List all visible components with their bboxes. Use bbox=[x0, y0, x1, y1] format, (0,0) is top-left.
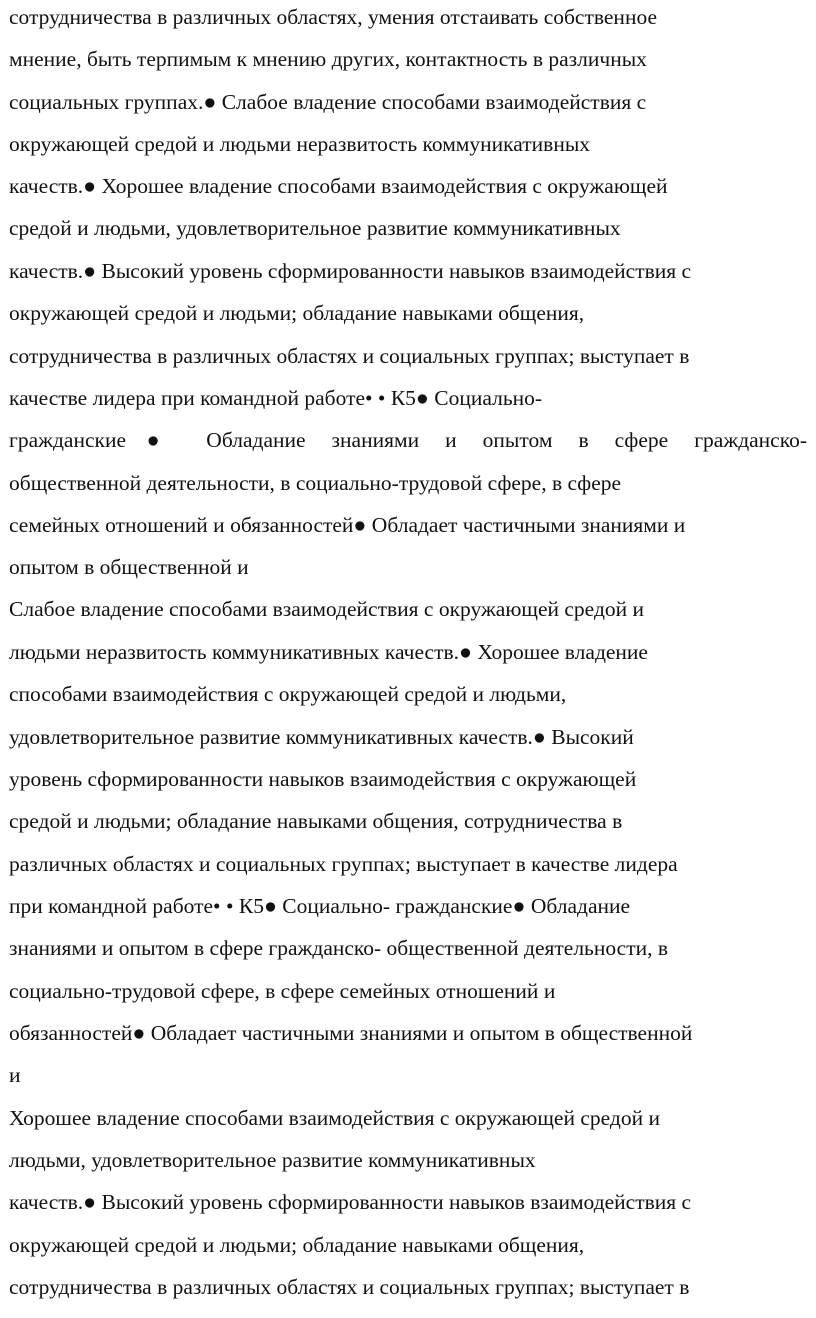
text-line: различных областях и социальных группах; выступает в качестве лидера bbox=[9, 852, 678, 876]
text-line: социально-трудовой сфере, в сфере семейных отношений и bbox=[9, 979, 556, 1003]
text-line: семейных отношений и обязанностей● Обладает частичными знаниями и bbox=[9, 513, 686, 537]
text-line: окружающей средой и людьми неразвитость коммуникативных bbox=[9, 132, 591, 156]
text-line: качеств.● Хорошее владение способами взаимодействия с окружающей bbox=[9, 174, 668, 198]
text-line: сотрудничества в различных областях, умения отстаивать собственное bbox=[9, 5, 658, 29]
text-line: обязанностей● Обладает частичными знаниями и опытом в общественной bbox=[9, 1021, 693, 1045]
text-line: удовлетворительное развитие коммуникативных качеств.● Высокий bbox=[9, 725, 634, 749]
text-line: качеств.● Высокий уровень сформированности навыков взаимодействия с bbox=[9, 259, 692, 283]
text-line: общественной деятельности, в социально-трудовой сфере, в сфере bbox=[9, 471, 622, 495]
text-line: опытом в общественной и bbox=[9, 555, 249, 579]
text-line: Хорошее владение способами взаимодействия с окружающей средой и bbox=[9, 1106, 660, 1130]
text-line: при командной работе• • К5● Социально- гражданские● Обладание bbox=[9, 894, 631, 918]
text-line: средой и людьми; обладание навыками общения, сотрудничества в bbox=[9, 809, 623, 833]
text-line: сотрудничества в различных областях и социальных группах; выступает в bbox=[9, 344, 690, 368]
text-line: способами взаимодействия с окружающей средой и людьми, bbox=[9, 682, 567, 706]
text-line: людьми неразвитость коммуникативных качеств.● Хорошее владение bbox=[9, 640, 648, 664]
text-line: качеств.● Высокий уровень сформированности навыков взаимодействия с bbox=[9, 1190, 692, 1214]
text-line: мнение, быть терпимым к мнению других, контактность в различных bbox=[9, 47, 647, 71]
text-line: Слабое владение способами взаимодействия с окружающей средой и bbox=[9, 597, 645, 621]
text-line: окружающей средой и людьми; обладание навыками общения, bbox=[9, 301, 585, 325]
text-line: знаниями и опытом в сфере гражданско- общественной деятельности, в bbox=[9, 936, 669, 960]
text-line: и bbox=[9, 1063, 21, 1087]
text-line: средой и людьми, удовлетворительное развитие коммуникативных bbox=[9, 216, 621, 240]
text-line: сотрудничества в различных областях и социальных группах; выступает в bbox=[9, 1275, 690, 1299]
text-line: уровень сформированности навыков взаимодействия с окружающей bbox=[9, 767, 637, 791]
text-line: качестве лидера при командной работе• • К5● Социально- bbox=[9, 386, 543, 410]
text-line: гражданские● Обладание знаниями и опытом в сфере гражданско- bbox=[9, 428, 807, 452]
text-line: окружающей средой и людьми; обладание навыками общения, bbox=[9, 1233, 585, 1257]
text-line: людьми, удовлетворительное развитие коммуникативных bbox=[9, 1148, 536, 1172]
text-line: социальных группах.● Слабое владение способами взаимодействия с bbox=[9, 90, 647, 114]
